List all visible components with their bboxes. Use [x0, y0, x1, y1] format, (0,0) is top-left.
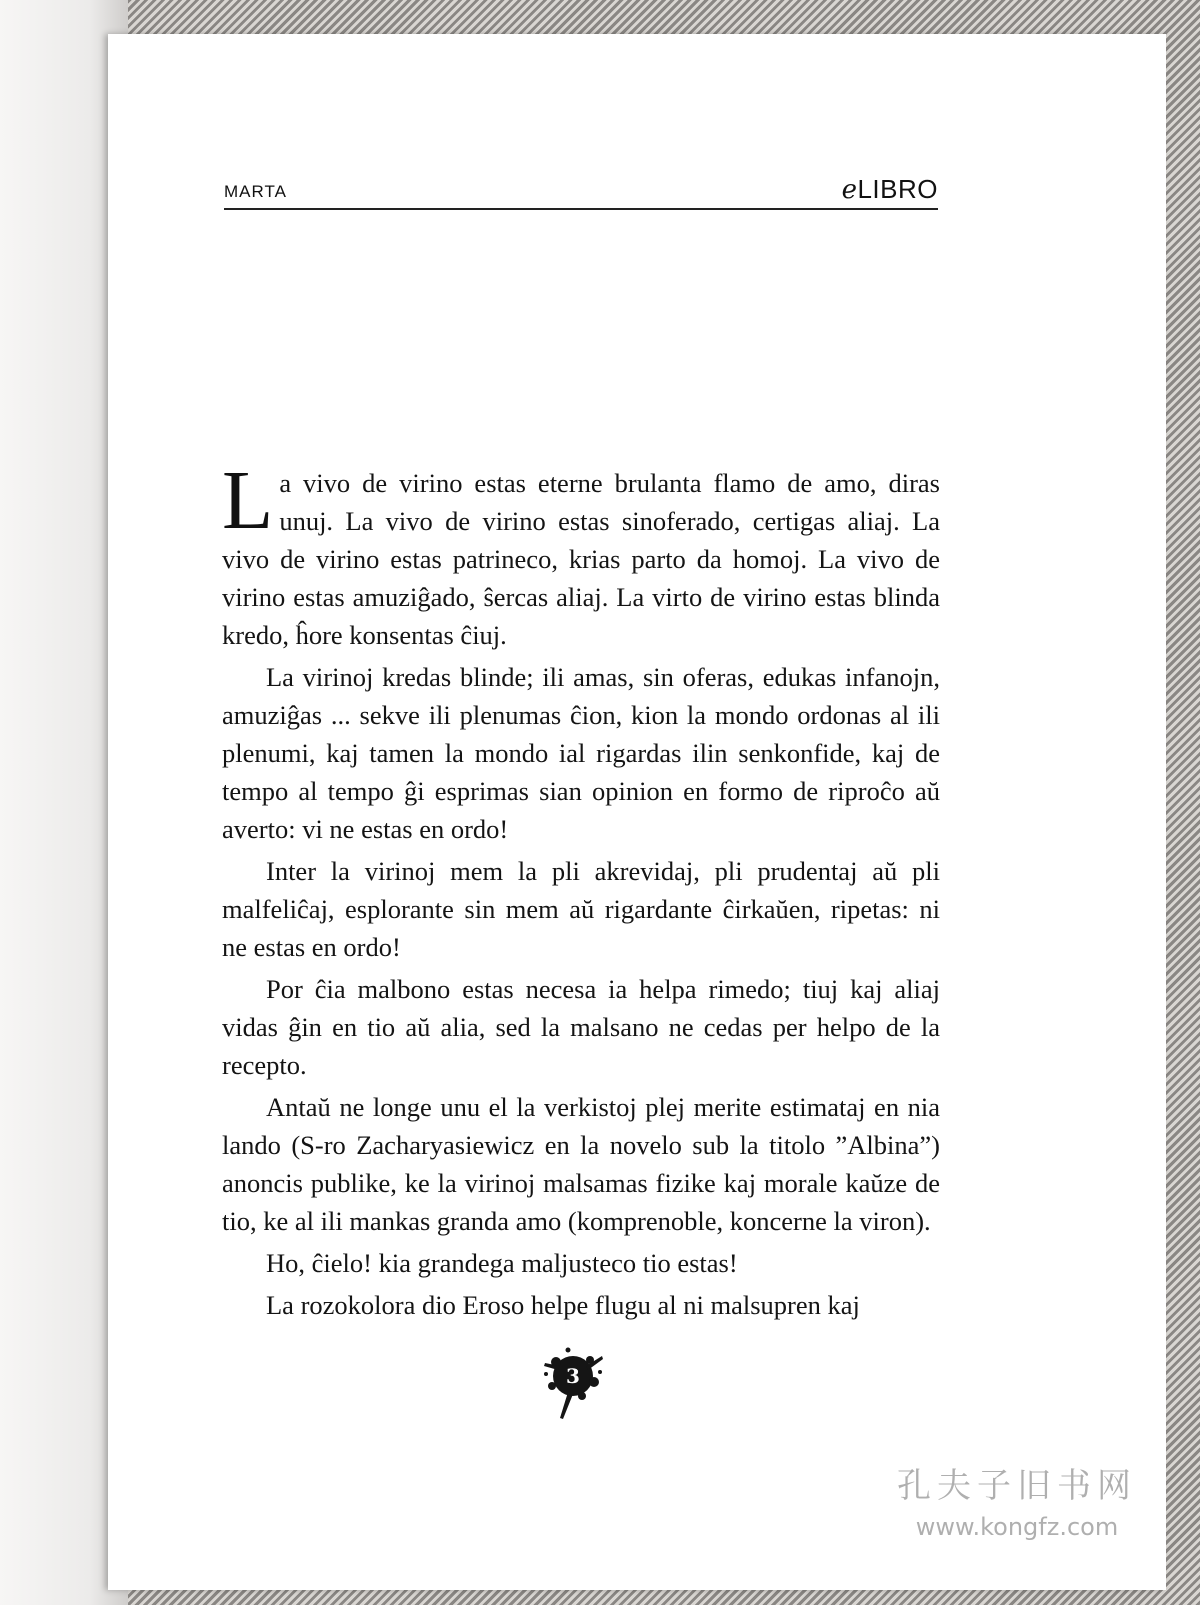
watermark-url: www.kongfz.com — [915, 1513, 1119, 1541]
paragraph: Inter la virinoj mem la pli akrevidaj, pli prudentaj aŭ pli malfeliĉaj, esplorante sin mem aŭ rigardante ĉirkaŭen, ripetas: ni ne estas en ordo! — [222, 856, 940, 962]
running-header — [224, 174, 938, 210]
header-author: MARTA — [224, 182, 287, 201]
paragraph: Antaŭ ne longe unu el la verkistoj plej merite estimataj en nia lando (S-ro Zacharyasiewicz en la novelo sub la titolo ”Albina”) anoncis publike, ke la virinoj malsamas fizike kaj morale kaŭze de tio, ke al ili mankas granda amo (komprenoble, koncerne la viron). — [222, 1092, 940, 1236]
paragraph: Ho, ĉielo! kia grandega maljusteco tio estas! — [266, 1248, 738, 1278]
watermark — [882, 1458, 1152, 1541]
page-number: 3 — [566, 1364, 580, 1388]
page-number-ink-blot — [538, 1344, 608, 1424]
header-publisher-logo: eLIBRO — [841, 174, 938, 205]
body-text — [222, 454, 940, 1328]
paragraph: La virinoj kredas blinde; ili amas, sin oferas, edukas infanojn, amuziĝas ... sekve ili plenumas ĉion, kion la mondo ordonas al ili plenumi, kaj tamen la mondo ial rigardas ilin senkonfide, kaj de tempo al tempo ĝi esprimas sian opinion en formo de riproĉo aŭ averto: vi ne estas en ordo! — [222, 662, 940, 844]
paragraph: La rozokolora dio Eroso helpe flugu al ni malsupren kaj — [266, 1290, 860, 1320]
paragraph: Por ĉia malbono estas necesa ia helpa rimedo; tiuj kaj aliaj vidas ĝin en tio aŭ alia, sed la malsano ne cedas per helpo de la recepto. — [222, 974, 940, 1080]
watermark-title: 孔夫子旧书网 — [897, 1466, 1137, 1506]
book-page — [108, 34, 1166, 1590]
paragraph: La vivo de virino estas eterne brulanta flamo de amo, diras unuj. La vivo de virino estas sinoferado, certigas aliaj. La vivo de virino estas patrineco, krias parto da homoj. La vivo de virino estas amuziĝado, ŝercas aliaj. La virto de virino estas blinda kredo, ĥore konsentas ĉiuj. — [222, 454, 940, 650]
drop-cap: L — [222, 454, 274, 547]
